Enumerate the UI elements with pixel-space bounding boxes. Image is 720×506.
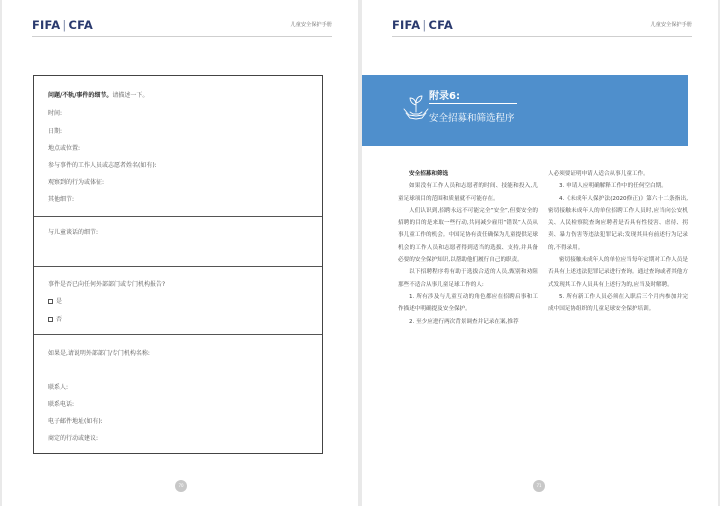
page-number: 70 [175,480,187,492]
text-column-left [398,168,538,328]
paragraph: 4.《未成年人保护法(2020修正)》第六十二条指出,密切接触未成年人的单位招聘工作人员时,应当向公安机关、人民检察院查询应聘者是否具有性侵害、虐待、拐卖、暴力伤害等违法犯罪记录;发现其具有前述行为记录的,不得录用。 [548,195,688,251]
email-field[interactable]: 电子邮件地址(如有): [48,418,103,425]
option-yes[interactable]: 是 [48,296,62,305]
checkbox-no[interactable] [48,317,53,322]
paragraph: 5. 所有新工作人员必须在入职后三个月内参加并完成中国足协组织的儿童足球安全保护培训。 [548,293,688,313]
handbook-title: 儿童安全保护手册 [650,22,692,28]
checkbox-yes[interactable] [48,299,53,304]
behavior-field[interactable]: 观察到的行为或体征: [48,179,105,186]
child-details-field[interactable]: 与儿童谈话的细节: [48,229,99,236]
form-divider [34,266,322,267]
page-header [392,18,692,32]
paragraph: 人必须要证明申请人适合从事儿童工作。 [548,171,649,177]
fifa-cfa-logo: FIFA | CFA [392,18,453,32]
contact-phone-field[interactable]: 联系电话: [48,401,75,408]
header-divider [32,36,332,37]
banner-divider [429,103,517,104]
section-heading: 安全招募和筛选 [409,171,449,177]
contact-person-field[interactable]: 联系人: [48,384,69,391]
external-agency-field[interactable]: 如果是,请说明外部部门/专门机构名称: [48,350,150,357]
fifa-cfa-logo: FIFA | CFA [32,18,93,32]
page-header [32,18,332,32]
page-number: 71 [533,480,545,492]
text-column-right [548,168,688,316]
paragraph: 2. 至少应进行两次背景调查并记录在案,推荐 [409,318,519,325]
agreed-actions-field[interactable]: 商定的行动或建议: [48,435,99,442]
reported-question: 事件是否已向任何外部部门或专门机构报告? [48,281,166,288]
appendix-banner [362,75,688,146]
paragraph: 密切接触未成年人的单位应当每年定期对工作人员是否具有上述违法犯罪记录进行查询。通过查询或者其他方式发现其工作人员具有上述行为的,应当及时解聘。 [548,257,688,288]
right-page [362,0,718,506]
date-field[interactable]: 日期: [48,128,63,135]
details-label: 问题/不轨/事件的细节。请描述一下。 [48,92,149,99]
paragraph: 以下招聘程序将有助于选拔合适的人员,甄别和劝阻那些不适合从事儿童足球工作的人: [398,269,538,288]
option-no[interactable]: 否 [48,314,62,323]
form-divider [34,334,322,335]
appendix-title: 安全招募和筛选程序 [429,113,515,124]
time-field[interactable]: 时间: [48,110,63,117]
staff-names-field[interactable]: 参与事件的工作人员或志愿者姓名(如有): [48,162,157,169]
appendix-number: 附录6: [429,91,460,102]
form-divider [34,216,322,217]
paragraph: 1. 所有涉及与儿童互动的角色都应在招聘启事和工作描述中明确提及安全保护。 [398,293,538,313]
location-field[interactable]: 地点或位置: [48,145,81,152]
paragraph: 3. 申请人应明确解释工作中的任何空白期。 [559,183,667,190]
paragraph: 如果没有工作人员和志愿者的时间、技能和投入,儿童足球项目的范围和质量就不可能存在。 [398,183,538,202]
hands-holding-plant-icon [400,92,432,124]
left-page [2,0,358,506]
handbook-title: 儿童安全保护手册 [290,22,332,28]
other-details-field[interactable]: 其他细节: [48,196,75,203]
incident-report-form [33,75,323,454]
paragraph: 人们认识到,招聘永远不可能完全“安全”,但要安全的招聘的目的是来取一些行动,共同减少雇用“错误”人员从事儿童工作的机会。中国足协有责任确保为儿童提供足球机会的工作人员和志愿者得到适当的选拔、支持,并具备必要的安全保护知识,以帮助他们履行自己的职责。 [398,207,538,264]
header-divider [392,36,692,37]
